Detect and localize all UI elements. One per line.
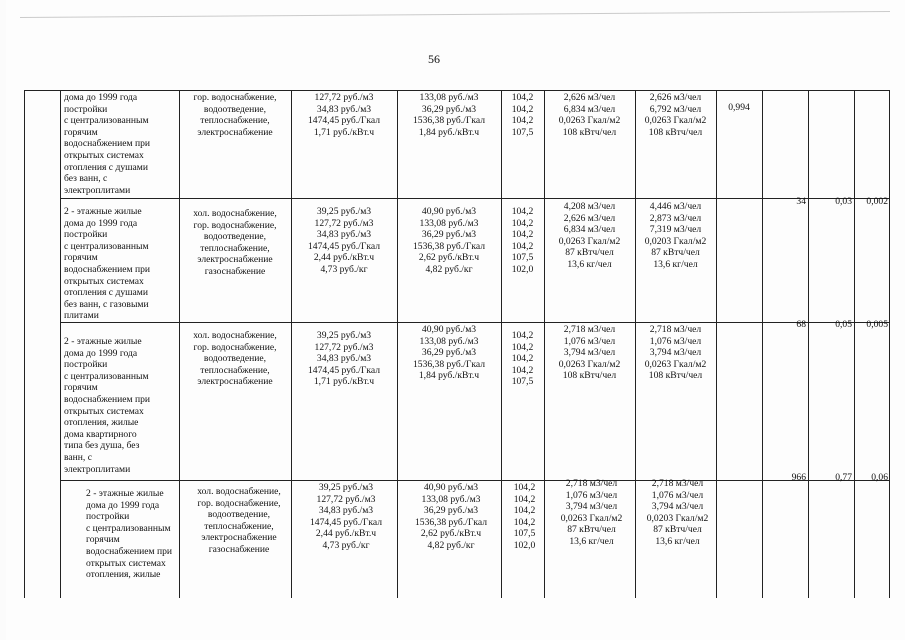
row-value: 0,06 <box>871 472 888 483</box>
row-services: хол. водоснабжение, гор. водоснабжение, водоотведение, теплоснабжение, электроснабжение газоснабжение <box>193 208 277 277</box>
row-tariffs-old: 127,72 руб./м3 34,83 руб./м3 1474,45 руб./Гкал 1,71 руб./кВт.ч <box>307 92 381 138</box>
row-norms-new: 2,626 м3/чел 6,792 м3/чел 0,0263 Гкал/м2 108 кВтч/чел <box>644 92 707 138</box>
row-norms-new: 4,446 м3/чел 2,873 м3/чел 7,319 м3/чел 0,0203 Гкал/м2 87 кВтч/чел 13,6 кг/чел <box>644 201 707 270</box>
row-divider <box>24 90 890 91</box>
row-norms-old: 4,208 м3/чел 2,626 м3/чел 6,834 м3/чел 0,0263 Гкал/м2 87 кВтч/чел 13,6 кг/чел <box>558 201 621 270</box>
row-tariffs-new: 40,90 руб./м3 133,08 руб./м3 36,29 руб./м3 1536,38 руб./Гкал 2,62 руб./кВт.ч 4,82 руб./кг <box>412 206 486 275</box>
row-description: дома до 1999 года постройки с централизованным горячим водоснабжением при открытых системах отопления с душами без ванн, с электроплитами <box>64 92 151 196</box>
column-divider <box>60 90 61 598</box>
tariff-table <box>24 90 890 598</box>
row-index: 104,2 104,2 104,2 104,2 107,5 102,0 <box>511 206 534 275</box>
column-divider <box>762 90 763 598</box>
row-index: 104,2 104,2 104,2 104,2 107,5 <box>511 330 534 388</box>
row-services: хол. водоснабжение, гор. водоснабжение, водоотведение, теплоснабжение, электроснабжение <box>193 330 277 388</box>
page-number: 56 <box>428 52 440 66</box>
row-description: 2 - этажные жилые дома до 1999 года постройки с централизованным горячим водоснабжением при открытых системах отопления с душами без ванн, с газовыми плитами <box>64 206 151 322</box>
row-description: 2 - этажные жилые дома до 1999 года постройки с централизованным горячим водоснабжением при открытых системах отопления, жилые дома квартирного типа без душа, без ванн, с электроплитами <box>64 336 151 475</box>
column-divider <box>854 90 855 598</box>
row-tariffs-old: 39,25 руб./м3 127,72 руб./м3 34,83 руб./м3 1474,45 руб./Гкал 2,44 руб./кВт.ч 4,73 руб./кг <box>309 482 383 551</box>
row-value: 0,005 <box>866 319 888 330</box>
row-tariffs-old: 39,25 руб./м3 127,72 руб./м3 34,83 руб./м3 1474,45 руб./Гкал 2,44 руб./кВт.ч 4,73 руб./кг <box>307 206 381 275</box>
row-tariffs-new: 133,08 руб./м3 36,29 руб./м3 1536,38 руб./Гкал 1,84 руб./кВт.ч <box>412 92 486 138</box>
row-tariffs-new: 40,90 руб./м3 133,08 руб./м3 36,29 руб./м3 1536,38 руб./Гкал 1,84 руб./кВт.ч <box>412 324 486 382</box>
row-norms-old: 2,718 м3/чел 1,076 м3/чел 3,794 м3/чел 0,0263 Гкал/м2 108 кВтч/чел <box>558 324 621 382</box>
row-share: 0,77 <box>835 472 852 483</box>
row-tariffs-old: 39,25 руб./м3 127,72 руб./м3 34,83 руб./м3 1474,45 руб./Гкал 1,71 руб./кВт.ч <box>307 330 381 388</box>
row-services: хол. водоснабжение, гор. водоснабжение, водоотведение, теплоснабжение, электроснабжение газоснабжение <box>197 486 281 555</box>
row-norms-old: 2,718 м3/чел 1,076 м3/чел 3,794 м3/чел 0,0263 Гкал/м2 87 кВтч/чел 13,6 кг/чел <box>560 478 623 547</box>
row-share: 0,03 <box>835 196 852 207</box>
row-index: 104,2 104,2 104,2 107,5 <box>511 92 534 138</box>
row-services: гор. водоснабжение, водоотведение, теплоснабжение, электроснабжение <box>193 92 277 138</box>
row-value: 0,002 <box>866 196 888 207</box>
row-tariffs-new: 40,90 руб./м3 133,08 руб./м3 36,29 руб./м3 1536,38 руб./Гкал 2,62 руб./кВт.ч 4,82 руб./кг <box>414 482 488 551</box>
row-norms-new: 2,718 м3/чел 1,076 м3/чел 3,794 м3/чел 0,0263 Гкал/м2 108 кВтч/чел <box>644 324 707 382</box>
table-border-left <box>24 90 25 598</box>
row-norms-new: 2,718 м3/чел 1,076 м3/чел 3,794 м3/чел 0,0203 Гкал/м2 87 кВтч/чел 13,6 кг/чел <box>646 478 709 547</box>
column-divider <box>808 90 809 598</box>
row-count: 34 <box>796 196 806 207</box>
row-description: 2 - этажные жилые дома до 1999 года постройки с централизованным горячим водоснабжением при открытых системах отопления, жилые <box>86 488 173 581</box>
row-ratio: 0,994 <box>728 102 750 113</box>
row-index: 104,2 104,2 104,2 104,2 107,5 102,0 <box>513 482 536 551</box>
table-border-right <box>889 90 890 598</box>
row-count: 68 <box>796 319 806 330</box>
row-count: 966 <box>791 472 806 483</box>
row-norms-old: 2,626 м3/чел 6,834 м3/чел 0,0263 Гкал/м2 108 кВтч/чел <box>558 92 621 138</box>
row-share: 0,05 <box>835 319 852 330</box>
